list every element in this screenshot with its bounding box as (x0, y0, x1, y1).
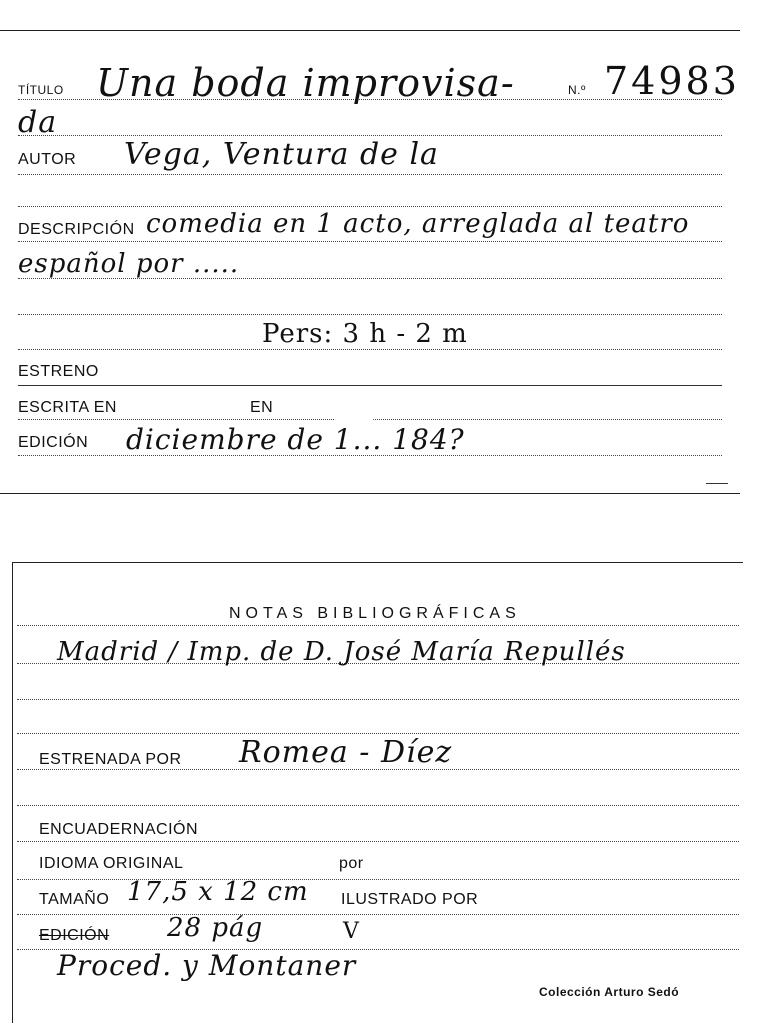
catalog-card-top (0, 30, 740, 494)
encuadernacion-label: ENCUADERNACIÓN (39, 821, 199, 838)
ruled-line (17, 699, 739, 700)
ruled-line (18, 135, 722, 136)
en-label: EN (250, 399, 274, 416)
ruled-line (18, 206, 722, 207)
descripcion-label: DESCRIPCIÓN (18, 221, 135, 238)
ruled-line (17, 733, 739, 734)
edicion-value: diciembre de 1... 184? (126, 423, 465, 456)
ruled-line (18, 314, 722, 315)
ruled-line (18, 241, 722, 242)
coleccion-imprint: Colección Arturo Sedó (539, 985, 680, 999)
ruled-line (18, 174, 722, 175)
descripcion-continuation: español por ..... (18, 249, 240, 279)
escrita-en-label: ESCRITA EN (18, 399, 117, 416)
margin-mark (706, 483, 728, 484)
ruled-line (17, 879, 739, 880)
redaction-blot (330, 389, 378, 427)
ruled-line (17, 805, 739, 806)
numero-label: N.º (568, 83, 586, 97)
por-label: por (339, 855, 364, 872)
catalog-card-bottom (12, 562, 743, 1023)
numero-value: 74983 (604, 59, 740, 103)
notas-value: Madrid / Imp. de D. José María Repullés (57, 637, 626, 667)
tamano-value: 17,5 x 12 cm (127, 877, 309, 907)
tamano-label: TAMAÑO (39, 891, 110, 908)
edicion-pages-value: 28 pág (167, 913, 264, 943)
titulo-value: Una boda improvisa- (96, 61, 515, 105)
v-mark: V (343, 919, 360, 944)
ilustrado-por-label: ILUSTRADO POR (341, 891, 479, 908)
edicion-label-bottom: EDICIÓN (39, 927, 110, 944)
autor-label: AUTOR (18, 151, 77, 168)
ruled-line (18, 385, 722, 386)
titulo-continuation: da (18, 105, 58, 140)
ruled-line (18, 349, 722, 350)
edicion-label: EDICIÓN (18, 434, 89, 451)
idioma-original-label: IDIOMA ORIGINAL (39, 855, 184, 872)
personajes-note: Pers: 3 h - 2 m (262, 319, 468, 349)
autor-value: Vega, Ventura de la (124, 137, 439, 172)
procedencia-value: Proced. y Montaner (57, 949, 357, 982)
ruled-line (17, 914, 739, 915)
redaction-blot (363, 915, 413, 941)
ruled-line (17, 625, 739, 626)
notas-heading: NOTAS BIBLIOGRÁFICAS (229, 605, 521, 622)
estrenada-por-value: Romea - Díez (239, 735, 453, 770)
descripcion-value: comedia en 1 acto, arreglada al teatro (146, 209, 690, 239)
redaction-blot (363, 953, 433, 991)
titulo-label: TÍTULO (18, 83, 64, 97)
estreno-label: ESTRENO (18, 363, 99, 380)
estrenada-por-label: ESTRENADA POR (39, 751, 182, 768)
ruled-line (17, 841, 739, 842)
